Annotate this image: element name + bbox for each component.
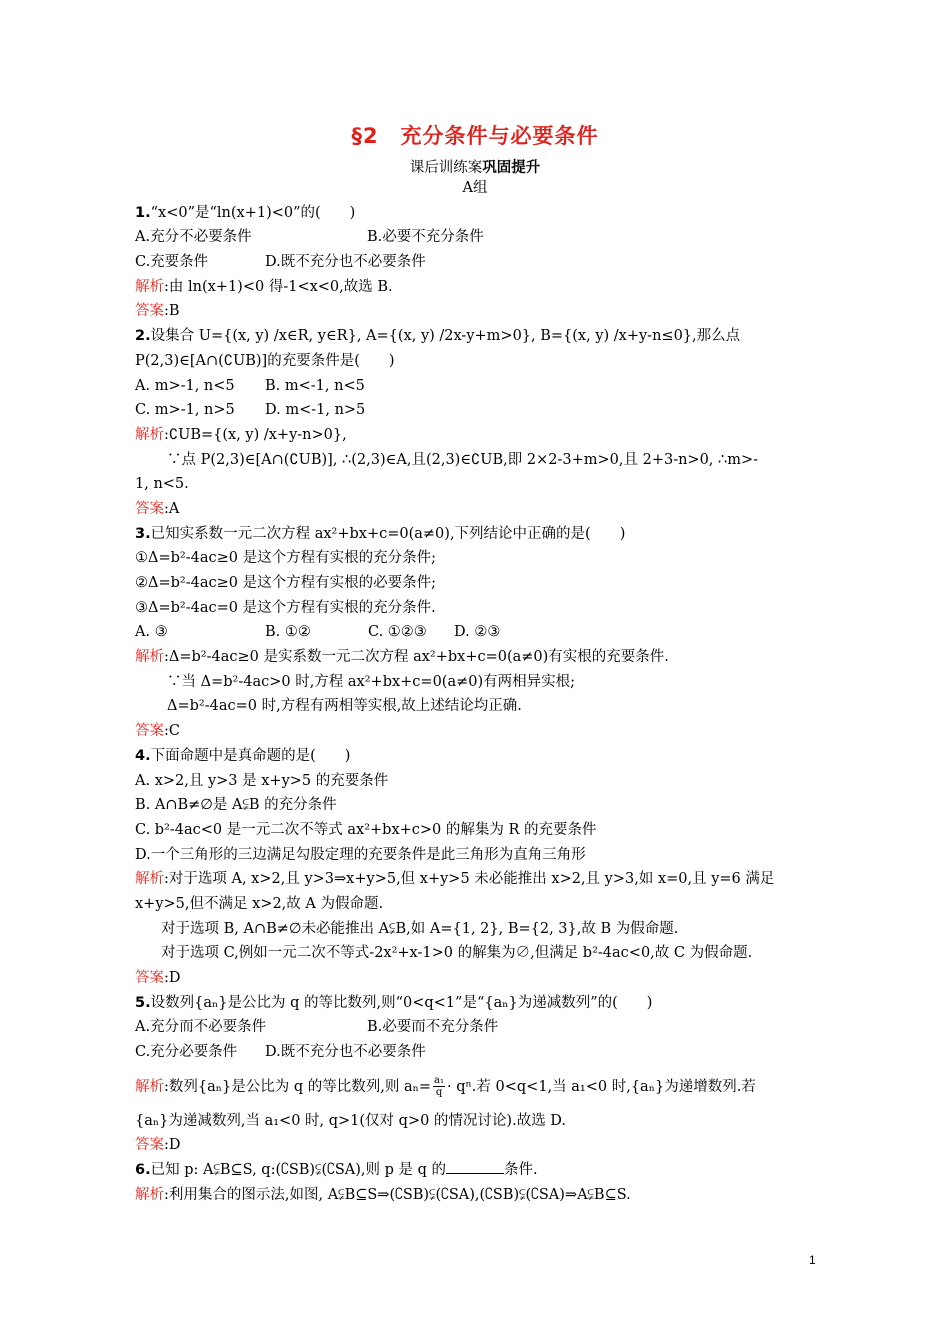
q1-solution: 解析:由 ln(x+1)<0 得-1<x<0,故选 B. (135, 278, 393, 295)
fraction-denominator: q (435, 1087, 443, 1099)
subtitle-prefix: 课后训练案 (409, 160, 483, 176)
question-3: 3.已知实系数一元二次方程 ax²+bx+c=0(a≠0),下列结论中正确的是( ) (135, 525, 626, 542)
solution-label: 解析 (135, 1078, 164, 1095)
answer-label: 答案 (135, 1137, 164, 1154)
question-1: 1.“x<0”是“ln(x+1)<0”的( ) (135, 204, 356, 221)
q5-answer: 答案:D (135, 1137, 181, 1154)
q3-solution-line2: ∵当 Δ=b²-4ac>0 时,方程 ax²+bx+c=0(a≠0)有两相异实根; (167, 673, 576, 690)
option-b: B. ①② (265, 624, 311, 641)
q2-solution-line3: 1, n<5. (135, 476, 189, 493)
solution-label: 解析 (135, 278, 164, 295)
option-d: D.既不充分也不必要条件 (265, 1044, 426, 1061)
q2-solution-line2: ∵点 P(2,3)∈[A∩(∁UB)], ∴(2,3)∈A,且(2,3)∈∁UB,即 2×2-3+m>0,且 2+3-n>0, ∴m>- (167, 451, 759, 468)
answer-label: 答案 (135, 970, 164, 986)
option-a: A. m>-1, n<5 (135, 377, 235, 394)
q5-options-cd (135, 1040, 825, 1065)
page-subtitle (0, 156, 950, 177)
q3-statement-3: ③Δ=b²-4ac=0 是这个方程有实根的充分条件. (135, 599, 436, 616)
group-label: A组 (462, 180, 488, 196)
solution-label: 解析 (135, 871, 164, 888)
fraction-numerator: a₁ (434, 1075, 445, 1087)
answer-blank (446, 1161, 504, 1174)
question-number: 5. (135, 994, 151, 1011)
q1-options-cd (135, 250, 825, 275)
option-a: A.充分而不必要条件 (135, 1019, 267, 1036)
option-d: D. m<-1, n>5 (265, 402, 366, 419)
q4-solution: 解析:对于选项 A, x>2,且 y>3⇒x+y>5,但 x+y>5 未必能推出 x>2,且 y>3,如 x=0,且 y=6 满足 (135, 871, 775, 888)
q2-solution: 解析:∁UB={(x, y) /x+y-n>0}, (135, 426, 347, 443)
fraction (433, 1075, 445, 1098)
option-c: C.充要条件 (135, 254, 209, 271)
q4-solution-line2: x+y>5,但不满足 x>2,故 A 为假命题. (135, 895, 384, 912)
exercise-content (135, 176, 825, 1208)
question-number: 3. (135, 525, 151, 542)
question-2-cont: P(2,3)∈[A∩(∁UB)]的充要条件是( ) (135, 352, 395, 369)
page-title: §2 充分条件与必要条件 (351, 124, 599, 148)
q4-answer: 答案:D (135, 970, 181, 986)
answer-label: 答案 (135, 723, 164, 740)
option-a: A. x>2,且 y>3 是 x+y>5 的充要条件 (135, 772, 389, 789)
q3-statement-2: ②Δ=b²-4ac≥0 是这个方程有实根的必要条件; (135, 575, 436, 591)
option-b: B.必要不充分条件 (367, 229, 484, 246)
question-number: 2. (135, 328, 151, 345)
question-4: 4.下面命题中是真命题的是( ) (135, 747, 351, 764)
q1-answer: 答案:B (135, 303, 180, 320)
solution-label: 解析 (135, 1186, 164, 1203)
q6-solution: 解析:利用集合的图示法,如图, A⫋B⊆S⇒(∁SB)⫋(∁SA),(∁SB)⫋(∁SA)⇒A⫋B⊆S. (135, 1186, 631, 1203)
q5-solution: 解析:数列{aₙ}是公比为 q 的等比数列,则 aₙ= $\frac{\text{a₁}}{q}$ · qⁿ.若 0<q<1,当 a₁<0 时,{aₙ}为递增数列.若 (135, 1075, 756, 1099)
option-b: B.必要而不充分条件 (367, 1019, 499, 1036)
q1-options-ab (135, 225, 825, 250)
option-a: A. ③ (135, 624, 168, 641)
question-number: 1. (135, 204, 151, 221)
q3-solution-line3: Δ=b²-4ac=0 时,方程有两相等实根,故上述结论均正确. (167, 698, 522, 715)
page-number: 1 (809, 1253, 816, 1267)
option-c: C. b²-4ac<0 是一元二次不等式 ax²+bx+c>0 的解集为 R 的充要条件 (135, 821, 597, 838)
q3-answer: 答案:C (135, 723, 180, 740)
subtitle-bold: 巩固提升 (482, 160, 541, 176)
solution-label: 解析 (135, 426, 164, 443)
question-number: 4. (135, 747, 151, 764)
option-d: D.既不充分也不必要条件 (265, 254, 426, 271)
question-5: 5.设数列{aₙ}是公比为 q 的等比数列,则“0<q<1”是“{aₙ}为递减数列”的( ) (135, 994, 653, 1011)
q2-options-cd (135, 398, 825, 423)
q5-options-ab (135, 1015, 825, 1040)
q2-options-ab (135, 374, 825, 399)
option-c: C.充分必要条件 (135, 1044, 238, 1061)
answer-label: 答案 (135, 500, 164, 517)
q3-options (135, 620, 825, 645)
q3-statement-1: ①Δ=b²-4ac≥0 是这个方程有实根的充分条件; (135, 550, 436, 567)
q5-solution-line2: {aₙ}为递减数列,当 a₁<0 时, q>1(仅对 q>0 的情况讨论).故选 D. (135, 1112, 567, 1129)
option-c: C. m>-1, n>5 (135, 402, 235, 419)
option-d: D. ②③ (454, 624, 501, 641)
option-d: D.一个三角形的三边满足勾股定理的充要条件是此三角形为直角三角形 (135, 846, 586, 863)
question-number: 6. (135, 1162, 151, 1179)
q4-solution-line3: 对于选项 B, A∩B≠∅未必能推出 A⫋B,如 A={1, 2}, B={2, 3},故 B 为假命题. (161, 920, 679, 937)
question-6: 6.已知 p: A⫋B⊆S, q:(∁SB)⫋(∁SA),则 p 是 q 的 条件. (135, 1162, 538, 1179)
q2-answer: 答案:A (135, 500, 180, 517)
option-b: B. A∩B≠∅是 A⫋B 的充分条件 (135, 797, 337, 814)
solution-label: 解析 (135, 649, 164, 666)
answer-label: 答案 (135, 303, 164, 320)
option-c: C. ①②③ (368, 624, 427, 641)
question-2: 2.设集合 U={(x, y) /x∈R, y∈R}, A={(x, y) /2x-y+m>0}, B={(x, y) /x+y-n≤0},那么点 (135, 328, 741, 345)
q4-solution-line4: 对于选项 C,例如一元二次不等式-2x²+x-1>0 的解集为∅,但满足 b²-4ac<0,故 C 为假命题. (161, 945, 753, 962)
option-b: B. m<-1, n<5 (265, 377, 365, 394)
q3-solution: 解析:Δ=b²-4ac≥0 是实系数一元二次方程 ax²+bx+c=0(a≠0)有实根的充要条件. (135, 649, 669, 666)
option-a: A.充分不必要条件 (135, 229, 252, 246)
